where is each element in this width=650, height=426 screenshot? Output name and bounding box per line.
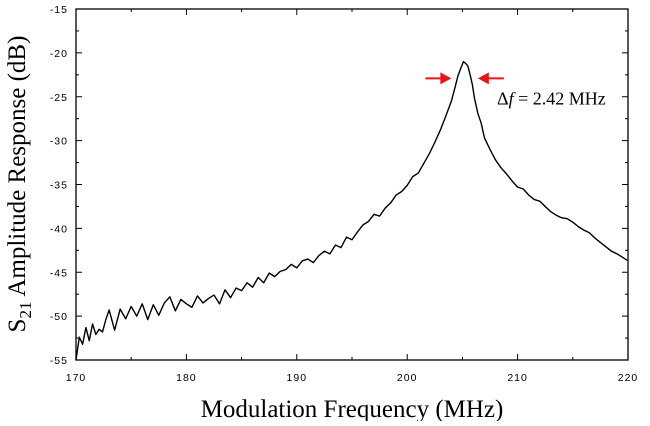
y-tick-label: -20 bbox=[49, 47, 68, 60]
annotation-f: f bbox=[508, 88, 514, 109]
y-axis-title-subscript: 21 bbox=[16, 301, 35, 319]
y-axis-title-main: S bbox=[4, 318, 31, 333]
y-tick-label: -15 bbox=[49, 4, 68, 16]
annotation-delta: Δ bbox=[497, 88, 509, 109]
right-arrow-head bbox=[478, 72, 489, 84]
y-tick-label: -35 bbox=[49, 179, 68, 192]
y-axis-title-rest: Amplitude Response (dB) bbox=[4, 35, 31, 302]
y-axis-title bbox=[4, 36, 35, 333]
x-tick-label: 200 bbox=[396, 372, 418, 384]
x-tick-label: 180 bbox=[176, 372, 197, 384]
x-tick-label: 220 bbox=[617, 372, 639, 384]
annotation-layer bbox=[425, 72, 605, 108]
x-tick-label: 170 bbox=[65, 372, 87, 384]
y-tick-label: -45 bbox=[49, 267, 68, 280]
y-tick-label: -40 bbox=[49, 223, 68, 236]
bandwidth-annotation bbox=[497, 88, 606, 108]
y-tick-label: -30 bbox=[49, 135, 68, 148]
y-tick-label: -25 bbox=[49, 91, 68, 104]
x-tick-label: 190 bbox=[286, 372, 308, 384]
ticks-layer bbox=[50, 4, 638, 384]
y-tick-label: -50 bbox=[49, 311, 68, 324]
left-arrow-head bbox=[440, 72, 451, 84]
plot-frame bbox=[76, 9, 628, 360]
x-tick-label: 210 bbox=[507, 372, 528, 384]
x-axis-title: Modulation Frequency (MHz) bbox=[200, 396, 504, 421]
y-tick-label: -55 bbox=[49, 355, 68, 367]
annotation-value: = 2.42 MHz bbox=[513, 88, 606, 109]
